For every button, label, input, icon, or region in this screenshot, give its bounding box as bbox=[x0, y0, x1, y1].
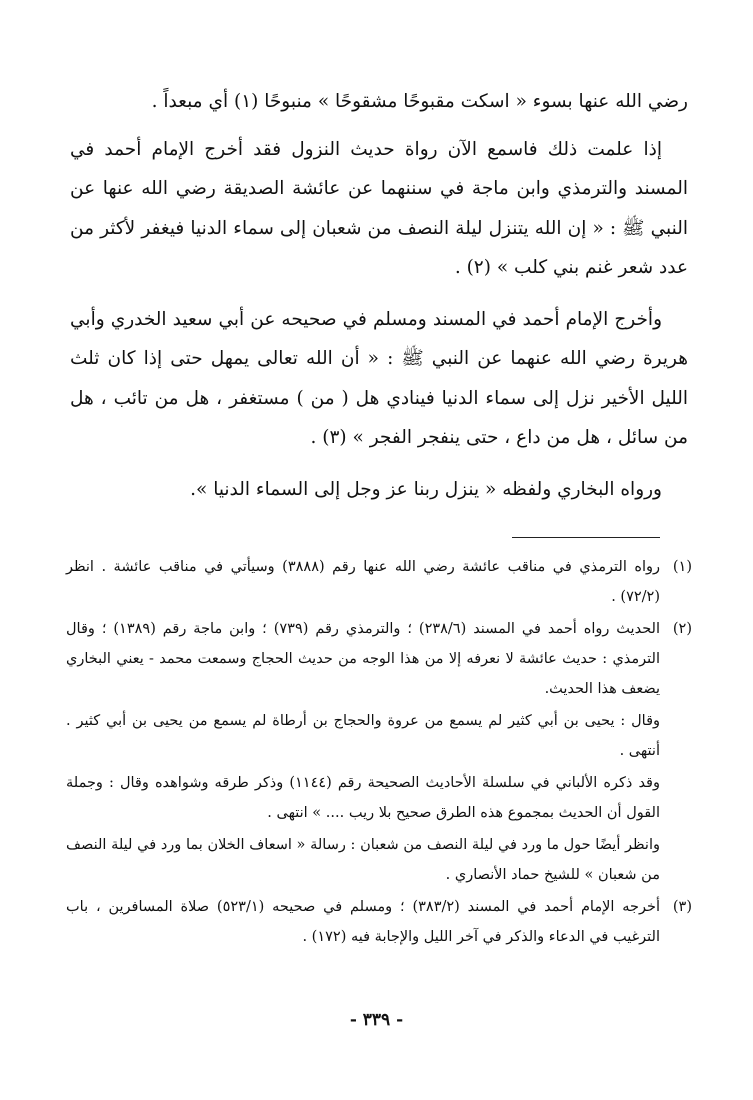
footnote-text: وقال : يحيى بن أبي كثير لم يسمع من عروة والحجاج بن أرطاة لم يسمع من يحيى بن أبي كثير . أنتهى . bbox=[66, 713, 660, 759]
footnote-number: (٢) bbox=[672, 621, 692, 637]
footnote-3 bbox=[66, 892, 692, 954]
footnote-1 bbox=[66, 552, 692, 614]
paragraph-bukhari: ورواه البخاري ولفظه « ينزل ربنا عز وجل إلى السماء الدنيا ». bbox=[190, 478, 662, 500]
footnote-separator bbox=[512, 537, 660, 538]
footnote-text: وقد ذكره الألباني في سلسلة الأحاديث الصحيحة رقم (١١٤٤) وذكر طرقه وشواهده وقال : وجملة القول أن الحديث بمجموع هذه الطرق صحيح بلا ريب .... » انتهى . bbox=[66, 775, 660, 821]
footnote-text: الحديث رواه أحمد في المسند (٢٣٨/٦) ؛ والترمذي رقم (٧٣٩) ؛ وابن ماجة رقم (١٣٨٩) ؛ وقال الترمذي : حديث عائشة لا نعرفه إلا من هذا الوجه من حديث الحجاج وسمعت محمد - يعني البخاري يضعف هذا الحديث. bbox=[66, 621, 661, 697]
footnote-number: (٣) bbox=[672, 899, 692, 915]
paragraph-nuzul-hadith: إذا علمت ذلك فاسمع الآن رواة حديث النزول فقد أخرج الإمام أحمد في المسند والترمذي وابن ماجة في سننهما عن عائشة الصديقة رضي الله عنها عن النبي ﷺ : « إن الله يتنزل ليلة النصف من شعبان إلى سماء الدنيا فيغفر لأكثر من عدد شعر غنم بني كلب » (٢) . bbox=[70, 138, 688, 278]
footnotes bbox=[66, 552, 692, 954]
footnote-text: أخرجه الإمام أحمد في المسند (٣٨٣/٢) ؛ ومسلم في صحيحه (٥٢٣/١) صلاة المسافرين ، باب الترغيب في الدعاء والذكر في آخر الليل والإجابة فيه (١٧٢) . bbox=[66, 899, 660, 945]
footnote-number: (١) bbox=[672, 559, 692, 575]
paragraph-continued: رضي الله عنها بسوء « اسكت مقبوحًا مشقوحًا » منبوحًا (١) أي مبعداً . bbox=[151, 91, 688, 112]
footnote-text: رواه الترمذي في مناقب عائشة رضي الله عنها رقم (٣٨٨٨) وسيأتي في مناقب عائشة . انظر (٧٢/٢) . bbox=[66, 559, 661, 605]
footnote-text: وانظر أيضًا حول ما ورد في ليلة النصف من شعبان : رسالة « اسعاف الخلان بما ورد في ليلة النصف من شعبان » للشيخ حماد الأنصاري . bbox=[66, 837, 660, 883]
page-number: - ٣٣٩ - bbox=[349, 1010, 404, 1030]
main-text bbox=[70, 82, 688, 521]
paragraph-abu-saeed-hadith: وأخرج الإمام أحمد في المسند ومسلم في صحيحه عن أبي سعيد الخدري وأبي هريرة رضي الله عنهما عن النبي ﷺ : « أن الله تعالى يمهل حتى إذا كان ثلث الليل الأخير نزل إلى سماء الدنيا فينادي هل ( من ) مستغفر ، هل من تائب ، هل من سائل ، هل من داع ، حتى ينفجر الفجر » (٣) . bbox=[70, 308, 688, 448]
footnote-2 bbox=[66, 614, 692, 892]
